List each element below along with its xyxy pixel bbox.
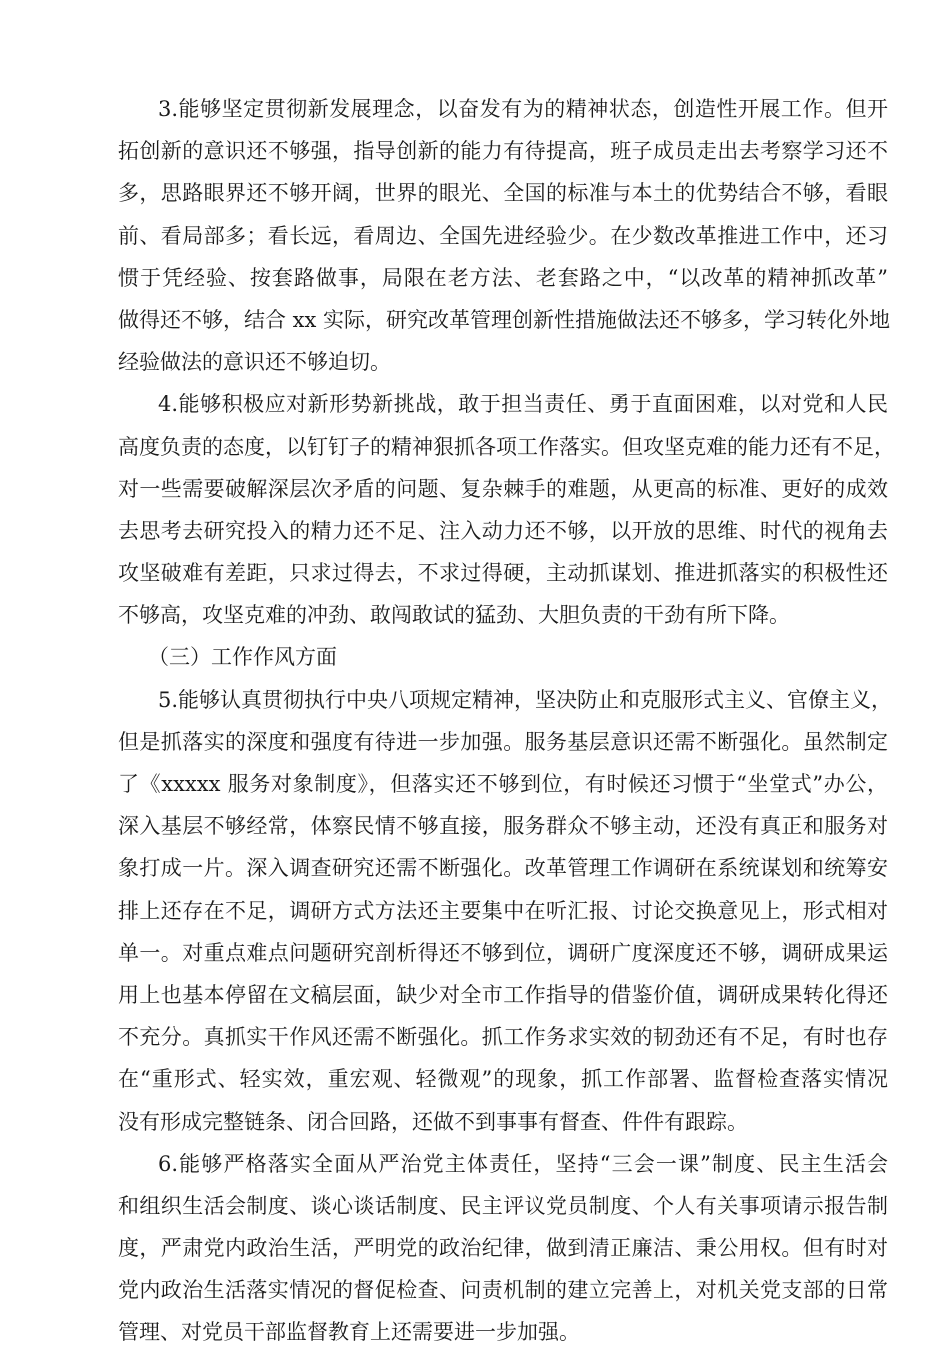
paragraph-line: 3.能够坚定贯彻新发展理念，以奋发有为的精神状态，创造性开展工作。但开 (158, 97, 888, 121)
paragraph-line: 用上也基本停留在文稿层面，缺少对全市工作指导的借鉴价值，调研成果转化得还 (118, 982, 888, 1007)
paragraph-line: 4.能够积极应对新形势新挑战，敢于担当责任、勇于直面困难，以对党和人民 (158, 392, 888, 417)
paragraph-line: 管理、对党员干部监督教育上还需要进一步加强。 (118, 1320, 580, 1345)
paragraph-line: 没有形成完整链条、闭合回路，还做不到事事有督查、件件有跟踪。 (118, 1109, 748, 1134)
paragraph-6 (118, 1143, 888, 1354)
paragraph-line: 高度负责的态度，以钉钉子的精神狠抓各项工作落实。但攻坚克难的能力还有不足， (118, 434, 895, 459)
section-heading: （三）工作作风方面 (148, 645, 337, 670)
paragraph-line: 对一些需要破解深层次矛盾的问题、复杂棘手的难题，从更高的标准、更好的成效 (118, 476, 888, 501)
paragraph-line: 排上还存在不足，调研方式方法还主要集中在听汇报、讨论交换意见上，形式相对 (118, 898, 888, 923)
paragraph-line: 去思考去研究投入的精力还不足、注入动力还不够，以开放的思维、时代的视角去 (118, 518, 888, 543)
paragraph-line: 多，思路眼界还不够开阔，世界的眼光、全国的标准与本土的优势结合不够，看眼 (118, 181, 888, 206)
paragraph-line: 但是抓落实的深度和强度有待进一步加强。服务基层意识还需不断强化。虽然制定 (118, 729, 888, 754)
paragraph-line: 象打成一片。深入调查研究还需不断强化。改革管理工作调研在系统谋划和统筹安 (118, 856, 888, 881)
paragraph-line: 和组织生活会制度、谈心谈话制度、民主评议党员制度、个人有关事项请示报告制 (118, 1193, 888, 1218)
paragraph-line: 度，严肃党内政治生活，严明党的政治纪律，做到清正廉洁、秉公用权。但有时对 (118, 1236, 888, 1261)
paragraph-5 (118, 679, 893, 1143)
paragraph-line: 单一。对重点难点问题研究剖析得还不够到位，调研广度深度还不够，调研成果运 (118, 940, 888, 965)
paragraph-line: 不够高，攻坚克难的冲劲、敢闯敢试的猛劲、大胆负责的干劲有所下降。 (118, 603, 790, 628)
paragraph-line: 深入基层不够经常，体察民情不够直接，服务群众不够主动，还没有真正和服务对 (118, 814, 888, 839)
paragraph-line: 攻坚破难有差距，只求过得去，不求过得硬，主动抓谋划、推进抓落实的积极性还 (118, 561, 888, 586)
paragraph-line: 不充分。真抓实干作风还需不断强化。抓工作务求实效的韧劲还有不足，有时也存 (118, 1025, 888, 1050)
paragraph-line: 在“重形式、轻实效，重宏观、轻微观”的现象，抓工作部署、监督检查落实情况 (118, 1067, 888, 1092)
document-body (118, 88, 895, 1354)
paragraph-line: 惯于凭经验、按套路做事，局限在老方法、老套路之中，“以改革的精神抓改革” (118, 265, 888, 290)
paragraph-line: 了《xxxxx 服务对象制度》，但落实还不够到位，有时候还习惯于“坐堂式”办公， (118, 772, 888, 796)
paragraph-line: 党内政治生活落实情况的督促检查、问责机制的建立完善上，对机关党支部的日常 (118, 1278, 888, 1303)
paragraph-line: 前、看局部多；看长远，看周边、全国先进经验少。在少数改革推进工作中，还习 (118, 223, 888, 248)
paragraph-line: 经验做法的意识还不够迫切。 (118, 350, 391, 375)
paragraph-line: 5.能够认真贯彻执行中央八项规定精神，坚决防止和克服形式主义、官僚主义， (158, 687, 893, 712)
paragraph-line: 6.能够严格落实全面从严治党主体责任，坚持“三会一课”制度、民主生活会 (158, 1151, 888, 1176)
paragraph-line: 做得还不够，结合 xx 实际，研究改革管理创新性措施做法还不够多，学习转化外地 (118, 307, 891, 332)
paragraph-line: 拓创新的意识还不够强，指导创新的能力有待提高，班子成员走出去考察学习还不 (118, 139, 888, 164)
paragraph-3 (118, 88, 891, 383)
paragraph-4 (118, 383, 895, 636)
